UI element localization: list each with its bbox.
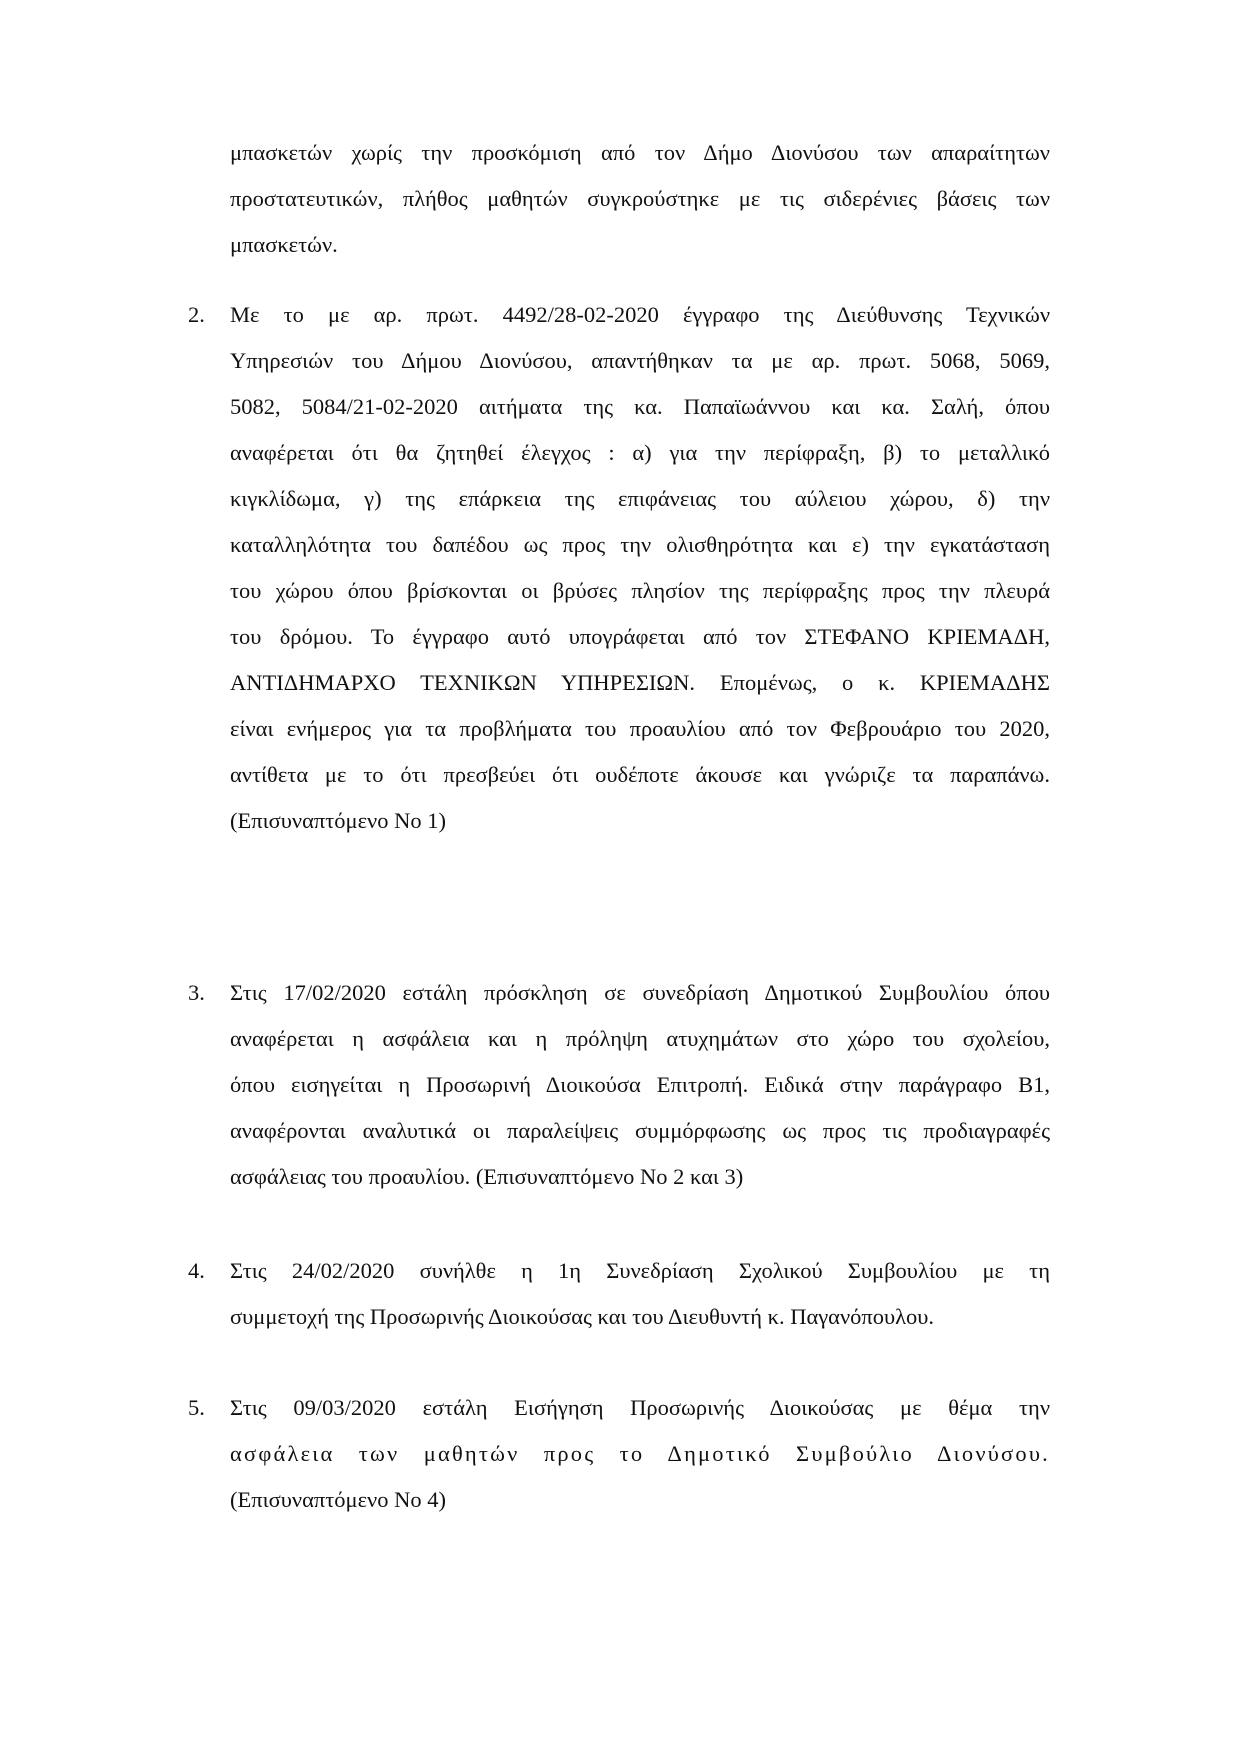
paragraph-line: μπασκετών χωρίς την προσκόμιση από τον Δήμο Διονύσου των απαραίτητων <box>230 140 1050 165</box>
paragraph-line: καταλληλότητα του δαπέδου ως προς την ολισθηρότητα και ε) την εγκατάσταση <box>230 532 1050 557</box>
list-item-2 <box>188 292 1050 844</box>
paragraph-line: συμμετοχή της Προσωρινής Διοικούσας και του Διευθυντή κ. Παγανόπουλου. <box>230 1304 935 1329</box>
paragraph-line: αναφέρονται αναλυτικά οι παραλείψεις συμμόρφωσης ως προς τις προδιαγραφές <box>230 1118 1050 1143</box>
paragraph-line: του χώρου όπου βρίσκονται οι βρύσες πλησίον της περίφραξης προς την πλευρά <box>230 578 1050 603</box>
intro-paragraph <box>230 130 1050 268</box>
item-number: 4. <box>188 1258 205 1283</box>
paragraph-line: ασφάλειας του προαυλίου. (Επισυναπτόμενο Νο 2 και 3) <box>230 1164 744 1189</box>
paragraph-line: (Επισυναπτόμενο Νο 4) <box>230 1487 446 1512</box>
paragraph-line: κιγκλίδωμα, γ) της επάρκεια της επιφάνειας του αύλειου χώρου, δ) την <box>230 486 1050 511</box>
paragraph-line: Υπηρεσιών του Δήμου Διονύσου, απαντήθηκαν τα με αρ. πρωτ. 5068, 5069, <box>230 348 1050 373</box>
paragraph-line: ασφάλεια των μαθητών προς το Δημοτικό Συμβούλιο Διονύσου. <box>230 1441 1050 1466</box>
paragraph-line: όπου εισηγείται η Προσωρινή Διοικούσα Επιτροπή. Ειδικά στην παράγραφο Β1, <box>230 1072 1050 1097</box>
paragraph-line: Στις 17/02/2020 εστάλη πρόσκληση σε συνεδρίαση Δημοτικού Συμβουλίου όπου <box>230 980 1050 1005</box>
item-number: 3. <box>188 980 205 1005</box>
list-item-3 <box>188 970 1050 1200</box>
paragraph-line: Με το με αρ. πρωτ. 4492/28-02-2020 έγγραφο της Διεύθυνσης Τεχνικών <box>230 302 1050 327</box>
paragraph-line: του δρόμου. Το έγγραφο αυτό υπογράφεται από τον ΣΤΕΦΑΝΟ ΚΡΙΕΜΑΔΗ, <box>230 624 1050 649</box>
paragraph-line: προστατευτικών, πλήθος μαθητών συγκρούστηκε με τις σιδερένιες βάσεις των <box>230 186 1050 211</box>
paragraph-line: αναφέρεται η ασφάλεια και η πρόληψη ατυχημάτων στο χώρο του σχολείου, <box>230 1026 1050 1051</box>
paragraph-line: ΑΝΤΙΔΗΜΑΡΧΟ ΤΕΧΝΙΚΩΝ ΥΠΗΡΕΣΙΩΝ. Επομένως, ο κ. ΚΡΙΕΜΑΔΗΣ <box>230 670 1050 695</box>
paragraph-line: αναφέρεται ότι θα ζητηθεί έλεγχος : α) για την περίφραξη, β) το μεταλλικό <box>230 440 1050 465</box>
item-number: 2. <box>188 302 205 327</box>
paragraph-line: 5082, 5084/21-02-2020 αιτήματα της κα. Παπαϊωάννου και κα. Σαλή, όπου <box>230 394 1050 419</box>
paragraph-line: Στις 24/02/2020 συνήλθε η 1η Συνεδρίαση Σχολικού Συμβουλίου με τη <box>230 1258 1050 1283</box>
paragraph-line: (Επισυναπτόμενο Νο 1) <box>230 808 446 833</box>
list-item-4 <box>188 1248 1050 1340</box>
paragraph-line: αντίθετα με το ότι πρεσβεύει ότι ουδέποτε άκουσε και γνώριζε τα παραπάνω. <box>230 762 1050 787</box>
paragraph-line: μπασκετών. <box>230 232 338 257</box>
paragraph-line: είναι ενήμερος για τα προβλήματα του προαυλίου από τον Φεβρουάριο του 2020, <box>230 716 1050 741</box>
item-number: 5. <box>188 1395 205 1420</box>
paragraph-line: Στις 09/03/2020 εστάλη Εισήγηση Προσωρινής Διοικούσας με θέμα την <box>230 1395 1050 1420</box>
list-item-5 <box>188 1385 1050 1523</box>
